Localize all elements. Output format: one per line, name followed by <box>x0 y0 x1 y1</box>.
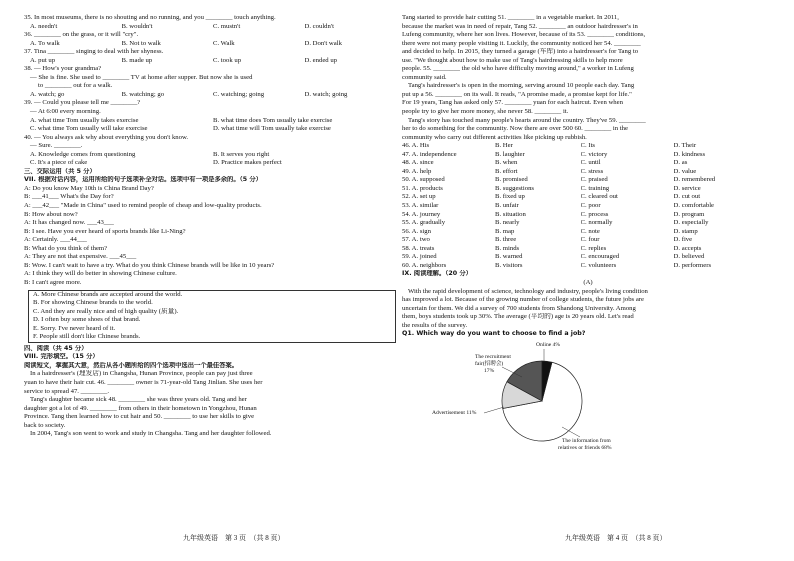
text-line: B: Wow. I can't wait to have a try. What do you think Chinese brands will be like in 10 years? <box>24 261 275 269</box>
choice-option: B. effort <box>495 167 518 175</box>
option: C. watching; going <box>213 90 265 98</box>
option-row <box>24 151 396 160</box>
online-label: Online 4% <box>536 341 561 348</box>
choice-option: 57. A. two <box>402 236 430 244</box>
text-line: — At 6:00 every morning. <box>30 108 101 116</box>
choice-row <box>402 219 774 228</box>
choice-option: B. warned <box>495 253 523 261</box>
relatives-label-line2: relatives or friends 68% <box>558 444 612 451</box>
text-line: community said. <box>402 73 447 81</box>
text-line: A: Do you know May 10th is China Brand Day? <box>24 184 154 192</box>
choice-option: C. volunteers <box>580 261 617 269</box>
choice-option: D. Their <box>673 142 697 150</box>
text-line: 37. Tina ________ singing to deal with her shyness. <box>24 48 164 56</box>
choice-option: 56. A. sign <box>402 227 431 235</box>
choice-option: C. Its <box>580 142 596 150</box>
choice-row <box>402 159 774 168</box>
text-line: Tang's hairdresser's is open in the morning, serving around 10 people each day. Tang <box>408 82 635 90</box>
choice-option: C. process <box>580 210 609 218</box>
choice-row <box>402 228 774 237</box>
section-heading: 四、阅读（共 45 分） <box>24 344 88 352</box>
choice-option: D. service <box>673 184 701 192</box>
option: D. what time will Tom usually take exercise <box>213 125 331 133</box>
passage-a-tag: (A) <box>583 278 593 286</box>
choice-option: C. normally <box>580 219 613 227</box>
section-heading: VIII. 完形填空。（15 分） <box>24 353 99 361</box>
text-line: back to society. <box>24 421 66 429</box>
choice-option: D. kindness <box>673 150 706 158</box>
pie-chart-svg <box>432 339 662 459</box>
text-line: — She is fine. She used to ________ TV at home after supper. But now she is used <box>30 73 253 81</box>
advertisement-leader <box>484 407 504 413</box>
option: B. watching; go <box>121 90 165 98</box>
page-3-footer: 九年级英语 第 3 页 （共 8 页） <box>183 534 285 542</box>
text-line: Lufeng community, where her son lives. However, because of its 53. ________ conditions, <box>402 31 646 39</box>
text-line: Province. Tang then learned how to cut hair and 50. ________ to use her skills to give <box>24 413 255 421</box>
option: A. Knowledge comes from questioning <box>30 150 136 158</box>
text-line: B: I can't agree more. <box>24 278 82 286</box>
choice-row <box>402 142 774 151</box>
text-line: there were not many people visiting it. Luckily, the community noticed her 54. ________ <box>402 39 641 47</box>
option: B. wouldn't <box>121 22 153 30</box>
text-line: them, boys students took up 30%. The average (平均的) age is 20 years old. Let's read <box>402 313 634 321</box>
text-line: community who carry out different activities like picking up rubbish. <box>402 133 587 141</box>
choice-option: D. cut out <box>673 193 701 201</box>
choice-option: C. encouraged <box>580 253 620 261</box>
text-line: people. 55. ________ the old who have difficulty moving around," a worker in Lufeng <box>402 65 634 73</box>
text-line: B: How about now? <box>24 210 78 218</box>
text-line: A: ___42___ "Made in China" used to remind people of cheap and low-quality products. <box>24 202 262 210</box>
choice-option: D. value <box>673 167 697 175</box>
choice-option: B. nearly <box>495 219 520 227</box>
choice-option: 48. A. since <box>402 159 434 167</box>
text-line: to ________ out for a walk. <box>38 82 113 90</box>
option: D. ended up <box>304 56 338 64</box>
choice-option: B. Her <box>495 142 513 150</box>
option: A. what time Tom usually takes exercise <box>30 116 139 124</box>
choice-option: 49. A. help <box>402 167 432 175</box>
option: A. To walk <box>30 39 60 47</box>
choice-option: C. poor <box>580 202 601 210</box>
choice-option: 50. A. supposed <box>402 176 445 184</box>
choice-option: D. program <box>673 210 705 218</box>
choice-option: D. remembered <box>673 176 716 184</box>
dialogue-option: F. People still don't like Chinese brands. <box>33 333 141 341</box>
text-line: For 19 years, Tang has asked only 57. ________ yuan for each haircut. Even when <box>402 99 623 107</box>
option-row <box>24 40 396 49</box>
option: C. It's a piece of cake <box>30 159 88 167</box>
text-line: use. "We thought about how to make use of Tang's hairdressing skills to help more <box>402 56 623 64</box>
choice-option: 54. A. journey <box>402 210 441 218</box>
text-line: A: Certainly. ___44___ <box>24 236 87 244</box>
relatives-label-line1: The information from <box>562 437 611 444</box>
option: D. Practice makes perfect <box>213 159 282 167</box>
text-line: A: They are not that expensive. ___45___ <box>24 253 137 261</box>
choice-option: B. map <box>495 227 515 235</box>
option-row <box>24 23 396 32</box>
option: B. Not to walk <box>121 39 161 47</box>
text-line: 38. — How's your grandma? <box>24 65 102 73</box>
text-line: B: ___41___ What's the Day for? <box>24 193 114 201</box>
choice-row <box>402 202 774 211</box>
text-line: put up a 56. ________ on its wall. It reads, "A promise made, a promise kept for life." <box>402 90 632 98</box>
option: A. put up <box>30 56 56 64</box>
choice-row <box>402 151 774 160</box>
choice-option: D. performers <box>673 261 712 269</box>
text-line: A: I think they will do better in showing Chinese culture. <box>24 270 177 278</box>
choice-option: B. fixed up <box>495 193 525 201</box>
text-line: has improved a lot. Because of the growing number of college students, the future jobs are <box>402 296 644 304</box>
fair-label-line2: fair(招聘会) <box>475 360 504 367</box>
option-row <box>24 125 396 134</box>
text-line: her to do something for the community. Now there are over 500 60. ________ in the <box>402 125 628 133</box>
choice-option: 60. A. neighbors <box>402 261 447 269</box>
text-line: the results of the survey. <box>402 321 468 329</box>
choice-option: D. stamp <box>673 227 698 235</box>
choice-option: C. training <box>580 184 610 192</box>
choice-option: 52. A. set up <box>402 193 436 201</box>
option-row <box>24 91 396 100</box>
choice-option: B. promised <box>495 176 528 184</box>
option: C. what time Tom usually will take exercise <box>30 125 148 133</box>
questions-35-45 <box>24 14 396 288</box>
choice-option: 55. A. gradually <box>402 219 446 227</box>
option-row <box>24 57 396 66</box>
choice-option: D. five <box>673 236 693 244</box>
choice-option: B. situation <box>495 210 526 218</box>
choice-option: D. especially <box>673 219 709 227</box>
option: B. made up <box>121 56 153 64</box>
cloze-passage-continued <box>402 14 774 142</box>
choice-option: 58. A. treats <box>402 244 435 252</box>
choice-option: D. believed <box>673 253 705 261</box>
page-4-footer: 九年级英语 第 4 页 （共 8 页） <box>565 534 667 542</box>
choice-option: 46. A. His <box>402 142 430 150</box>
advertisement-label: Advertisement 11% <box>432 409 477 416</box>
dialogue-option: C. And they are really nice and of high quality (质量). <box>33 307 179 315</box>
choice-row <box>402 185 774 194</box>
option: C. mustn't <box>213 22 241 30</box>
section-heading: 三、交际运用（共 5 分） <box>24 167 96 175</box>
text-line: service to spread 47. ________. <box>24 387 110 395</box>
option-row <box>24 159 396 168</box>
section-heading: 阅读短文，掌握其大意，然后从各小题所给的四个选项中选出一个最佳答案。 <box>24 361 239 369</box>
choice-option: B. minds <box>495 244 520 252</box>
choice-option: C. until <box>580 159 601 167</box>
choice-option: B. suggestions <box>495 184 535 192</box>
option-row <box>24 117 396 126</box>
option: A. needn't <box>30 22 58 30</box>
dialogue-option: A. More Chinese brands are accepted around the world. <box>33 290 183 298</box>
option: D. watch; going <box>304 90 348 98</box>
option: B. It serves you right <box>213 150 270 158</box>
text-line: In 2004, Tang's son went to work and study in Changsha. Tang and her daughter followed. <box>30 430 272 438</box>
option: C. Walk <box>213 39 235 47</box>
text-line: B: What do you think of them? <box>24 244 108 252</box>
choice-option: 59. A. joined <box>402 253 437 261</box>
page-4-column <box>402 14 774 459</box>
choice-option: 53. A. similar <box>402 202 439 210</box>
choice-option: B. laughter <box>495 150 525 158</box>
choice-row <box>402 176 774 185</box>
choice-option: D. as <box>673 159 688 167</box>
passage-a-text <box>402 288 774 331</box>
choice-option: 47. A. independence <box>402 150 457 158</box>
text-line: because the market was in need of repair, Tang 52. ________ an outdoor hairdresser's in <box>402 22 638 30</box>
choice-row <box>402 253 774 262</box>
choice-option: 51. A. products <box>402 184 443 192</box>
choice-option: D. comfortable <box>673 202 715 210</box>
option: D. couldn't <box>304 22 334 30</box>
reading-section-heading: IX. 阅读理解。（20 分） <box>402 270 472 278</box>
choice-option: D. accepts <box>673 244 702 252</box>
choice-option: B. unfair <box>495 202 519 210</box>
choice-option: B. when <box>495 159 518 167</box>
option: B. what time does Tom usually take exercise <box>213 116 333 124</box>
page-3-column <box>24 14 396 439</box>
choice-option: C. cleared out <box>580 193 618 201</box>
choice-option: C. replies <box>580 244 607 252</box>
choice-row <box>402 245 774 254</box>
choice-option: C. victory <box>580 150 608 158</box>
choice-option: C. note <box>580 227 600 235</box>
text-line: Tang's daughter became sick 48. ________ she was three years old. Tang and her <box>30 396 247 404</box>
choice-option: C. four <box>580 236 600 244</box>
text-line: 40. — You always ask why about everything you don't know. <box>24 133 189 141</box>
fair-label-line1: The recruitment <box>475 353 511 360</box>
choice-option: B. visitors <box>495 261 523 269</box>
choice-row <box>402 262 774 271</box>
choice-row <box>402 193 774 202</box>
choice-row <box>402 168 774 177</box>
option: D. Don't walk <box>304 39 342 47</box>
choice-row <box>402 211 774 220</box>
text-line: 39. — Could you please tell me ________? <box>24 99 141 107</box>
text-line: and decided to help. In 2015, they turned a garage (车库) into a hairdresser's for Tang to <box>402 48 639 56</box>
text-line: In a hairdresser's (理发店) in Changsha, Hunan Province, people can pay just three <box>30 370 253 378</box>
job-search-pie-chart <box>432 339 774 459</box>
choice-option: C. stress <box>580 167 604 175</box>
text-line: uncertain for them. We did a survey of 700 students from Shandong University. Among <box>402 304 636 312</box>
dialogue-option: E. Sorry. I've never heard of it. <box>33 324 116 332</box>
text-line: Tang's story has touched many people's hearts around the country. They've 59. ________ <box>408 116 646 124</box>
section-heading: VII. 根据对话内容，运用所给的句子选项补全对话。选项中有一项是多余的。（5 分） <box>24 176 262 184</box>
choice-option: C. praised <box>580 176 608 184</box>
dialogue-option: B. For showing Chinese brands to the world. <box>33 299 153 307</box>
text-line: — Sure. ________. <box>30 142 83 150</box>
text-line: daughter got a lot of 49. ________ from others in their hometown in Yongzhou, Hunan <box>24 404 257 412</box>
dialogue-option: D. I often buy some shoes of that brand. <box>33 316 141 324</box>
choice-row <box>402 236 774 245</box>
option: C. took up <box>213 56 242 64</box>
option: A. watch; go <box>30 90 65 98</box>
text-line: Tang started to provide hair cutting 51. ________ in a vegetable market. In 2011, <box>402 14 619 21</box>
choice-option: B. three <box>495 236 517 244</box>
text-line: A: It has changed now. ___43___ <box>24 219 114 227</box>
text-line: people try to give her more money, she never 58. ________ it. <box>402 108 569 116</box>
question-q1: Q1. Which way do you want to choose to find a job? <box>402 330 586 338</box>
cloze-choices <box>402 142 774 270</box>
cloze-passage-start <box>24 345 396 439</box>
text-line: yuan to have their hair cut. 46. ________ owner is 71-year-old Tang Jinlian. She uses her <box>24 378 263 386</box>
text-line: 36. ________ on the grass, or it will "cry". <box>24 31 139 39</box>
text-line: B: I see. Have you ever heard of sports brands like Li-Ning? <box>24 227 186 235</box>
text-line: With the rapid development of science, technology and industry, people's living condition <box>408 287 648 295</box>
dialogue-options-box <box>28 290 396 343</box>
fair-label-line3: 17% <box>484 367 495 374</box>
text-line: 35. In most museums, there is no shouting and no running, and you ________ touch anything. <box>24 14 276 21</box>
